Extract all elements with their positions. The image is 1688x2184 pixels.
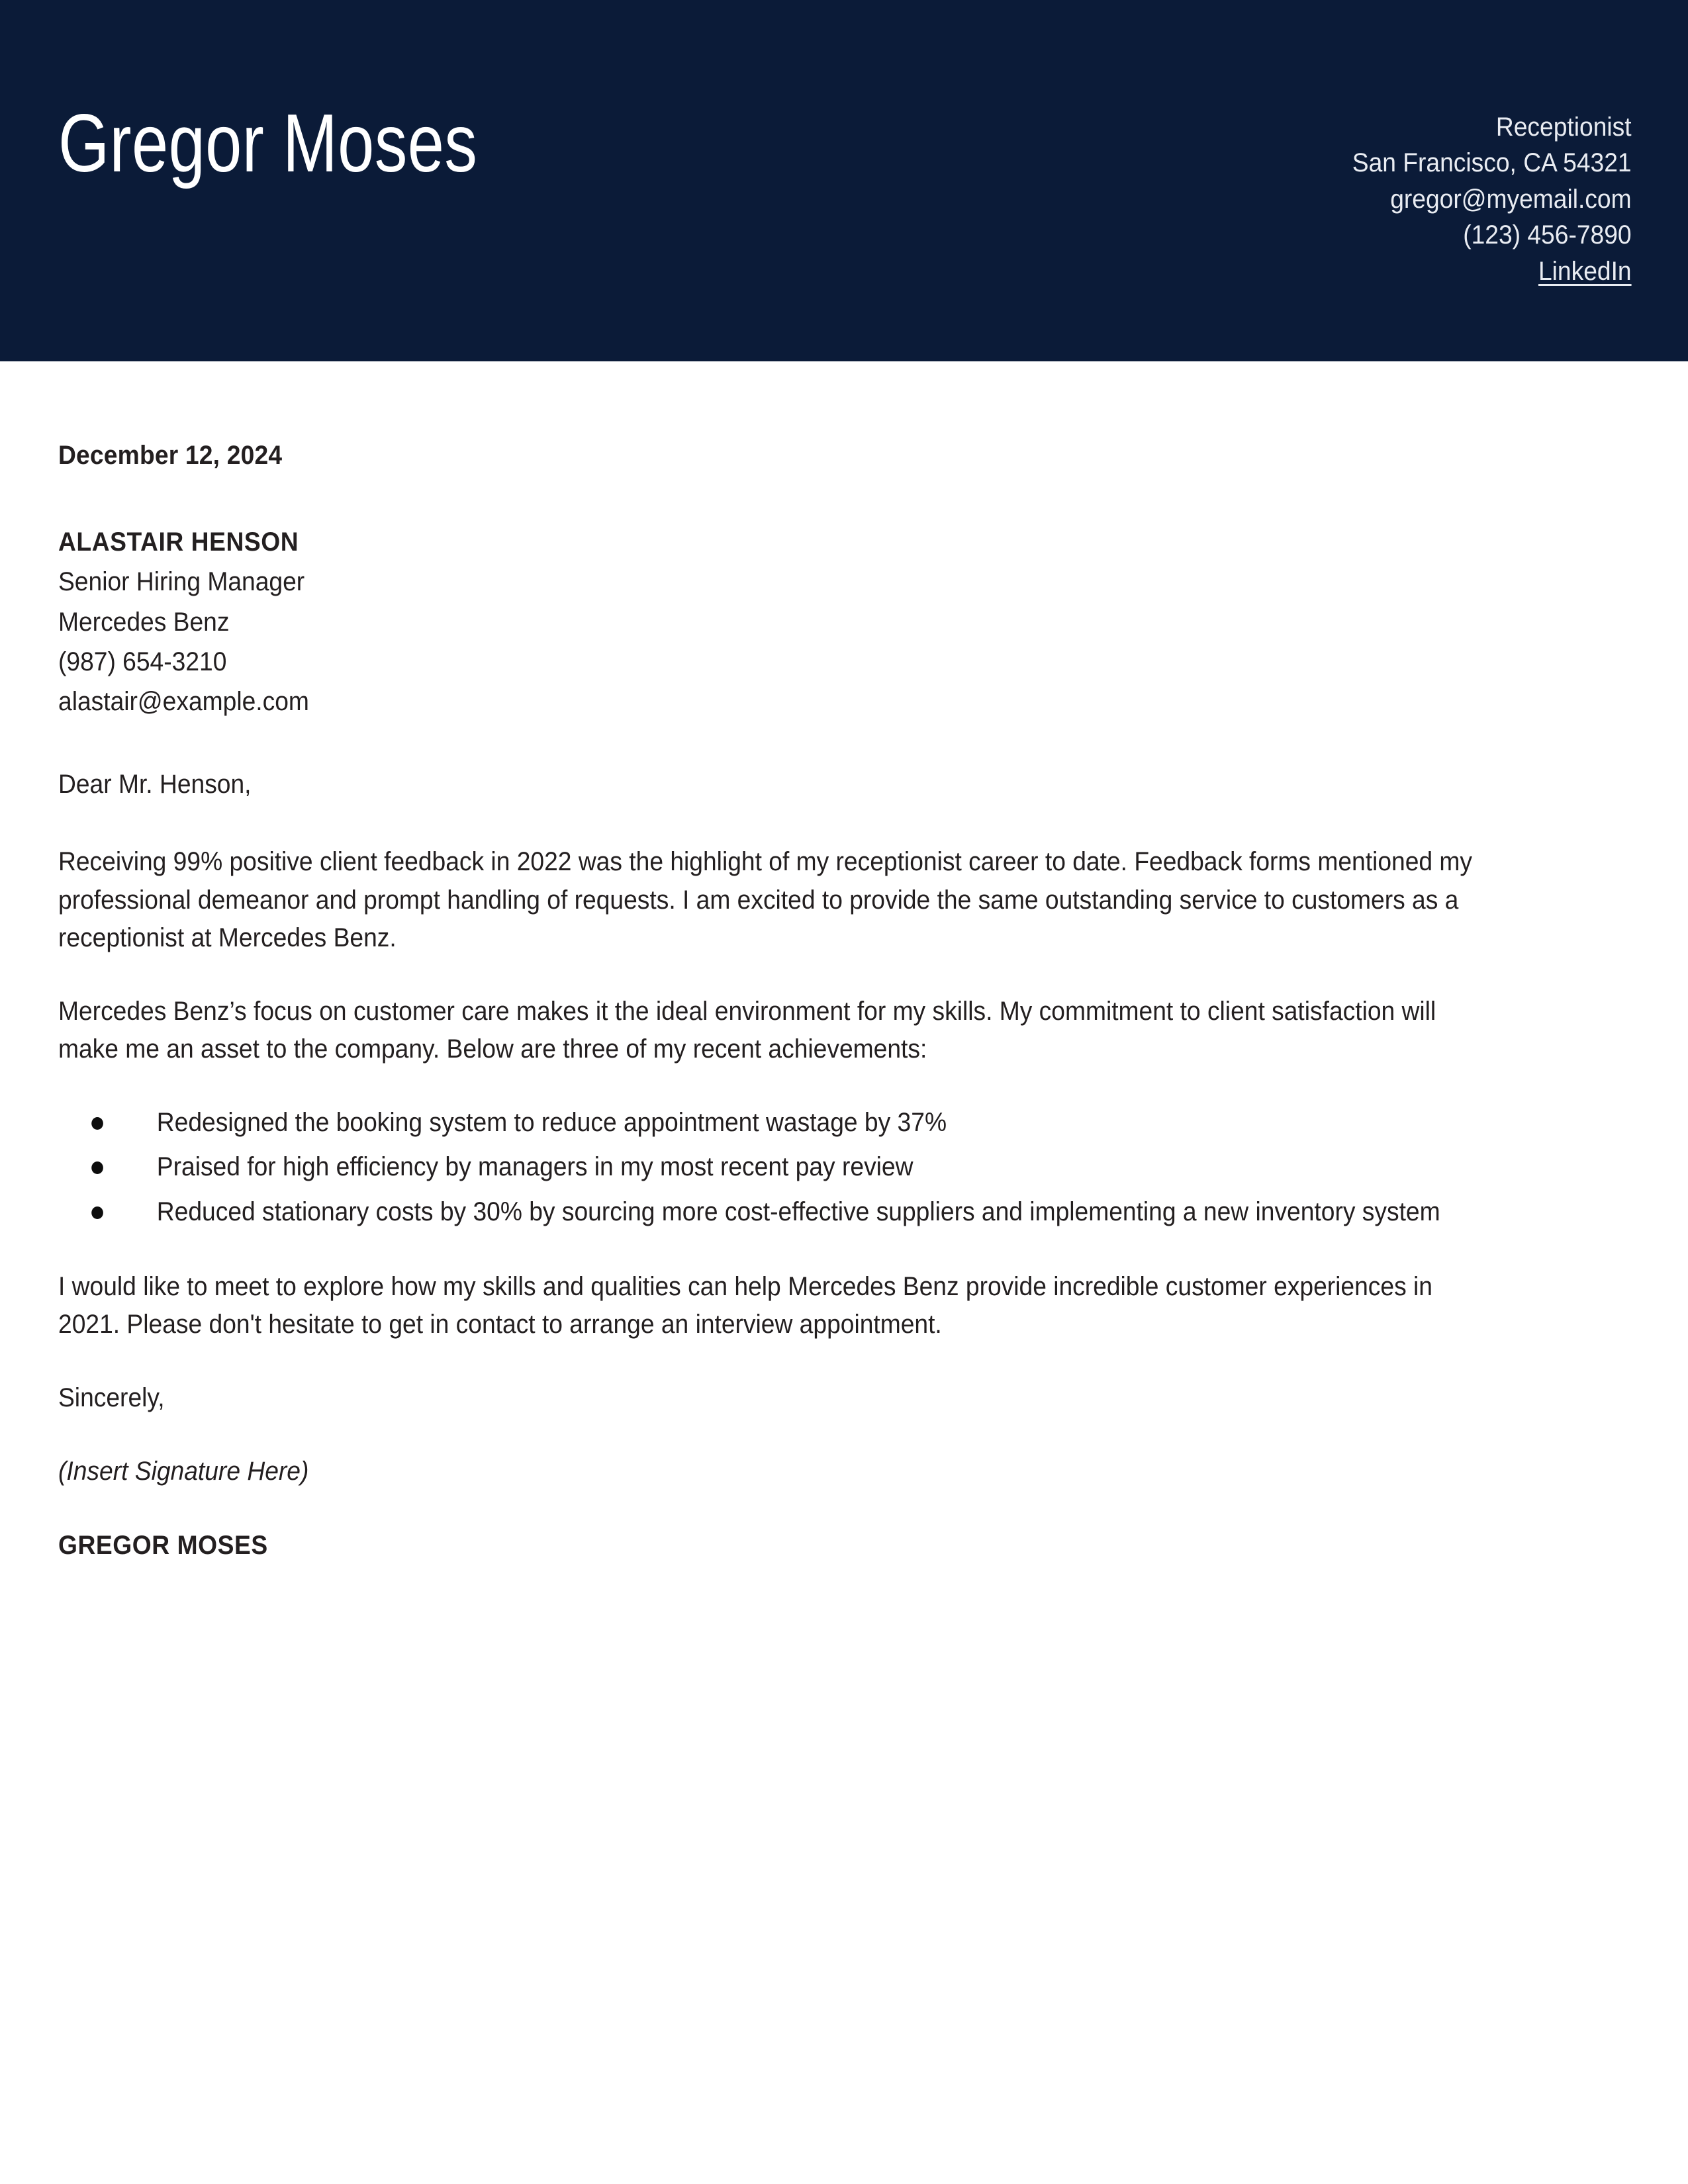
list-item (58, 1148, 1487, 1186)
applicant-name-block (58, 98, 583, 189)
letter-paragraph-1: Receiving 99% positive client feedback in 2022 was the highlight of my receptionist career to date. Feedback forms mentioned my professional demeanor and prompt handling of requests. I am excited to provide the same outstanding service to customers as a receptionist at Mercedes Benz. (58, 847, 1473, 952)
achievement-text: Redesigned the booking system to reduce appointment wastage by 37% (156, 1108, 947, 1138)
salutation: Dear Mr. Henson, (58, 770, 252, 799)
achievement-text: Reduced stationary costs by 30% by sourcing more cost-effective suppliers and implementing a new inventory system (156, 1197, 1440, 1226)
recipient-name: ALASTAIR HENSON (58, 527, 299, 557)
contact-phone: (123) 456-7890 (1463, 220, 1632, 250)
header-content (58, 0, 1632, 361)
letterhead-header (0, 0, 1688, 361)
list-item (58, 1104, 1487, 1142)
letter-body (58, 437, 1634, 1565)
letter-date: December 12, 2024 (58, 441, 283, 470)
bullet-icon (91, 1161, 103, 1174)
bullet-icon (91, 1206, 103, 1219)
list-item (58, 1193, 1487, 1231)
letter-paragraph-3: I would like to meet to explore how my skills and qualities can help Mercedes Benz provide incredible customer experiences in 2021. Please don't hesitate to get in contact to arrange an interview appointment. (58, 1271, 1432, 1339)
applicant-name: Gregor Moses (58, 98, 478, 189)
letter-paragraph-2: Mercedes Benz’s focus on customer care makes it the ideal environment for my skills. My commitment to client satisfaction will make me an asset to the company. Below are three of my recent achievements: (58, 996, 1436, 1064)
bullet-icon (91, 1117, 103, 1130)
contact-email[interactable]: gregor@myemail.com (1390, 184, 1632, 214)
signature-placeholder: (Insert Signature Here) (58, 1457, 309, 1486)
recipient-block (58, 523, 1633, 721)
achievements-list (58, 1104, 1634, 1231)
signer-name: GREGOR MOSES (58, 1530, 268, 1560)
contact-location: San Francisco, CA 54321 (1352, 148, 1632, 178)
recipient-company: Mercedes Benz (58, 607, 230, 637)
recipient-phone: (987) 654-3210 (58, 647, 227, 676)
achievement-text: Praised for high efficiency by managers in my most recent pay review (156, 1152, 914, 1182)
closing-salutation: Sincerely, (58, 1383, 165, 1413)
recipient-email: alastair@example.com (58, 686, 309, 716)
linkedin-link[interactable]: LinkedIn (1538, 256, 1632, 286)
contact-job-title: Receptionist (1496, 113, 1632, 142)
recipient-title: Senior Hiring Manager (58, 567, 305, 597)
contact-info-block (1331, 109, 1632, 289)
